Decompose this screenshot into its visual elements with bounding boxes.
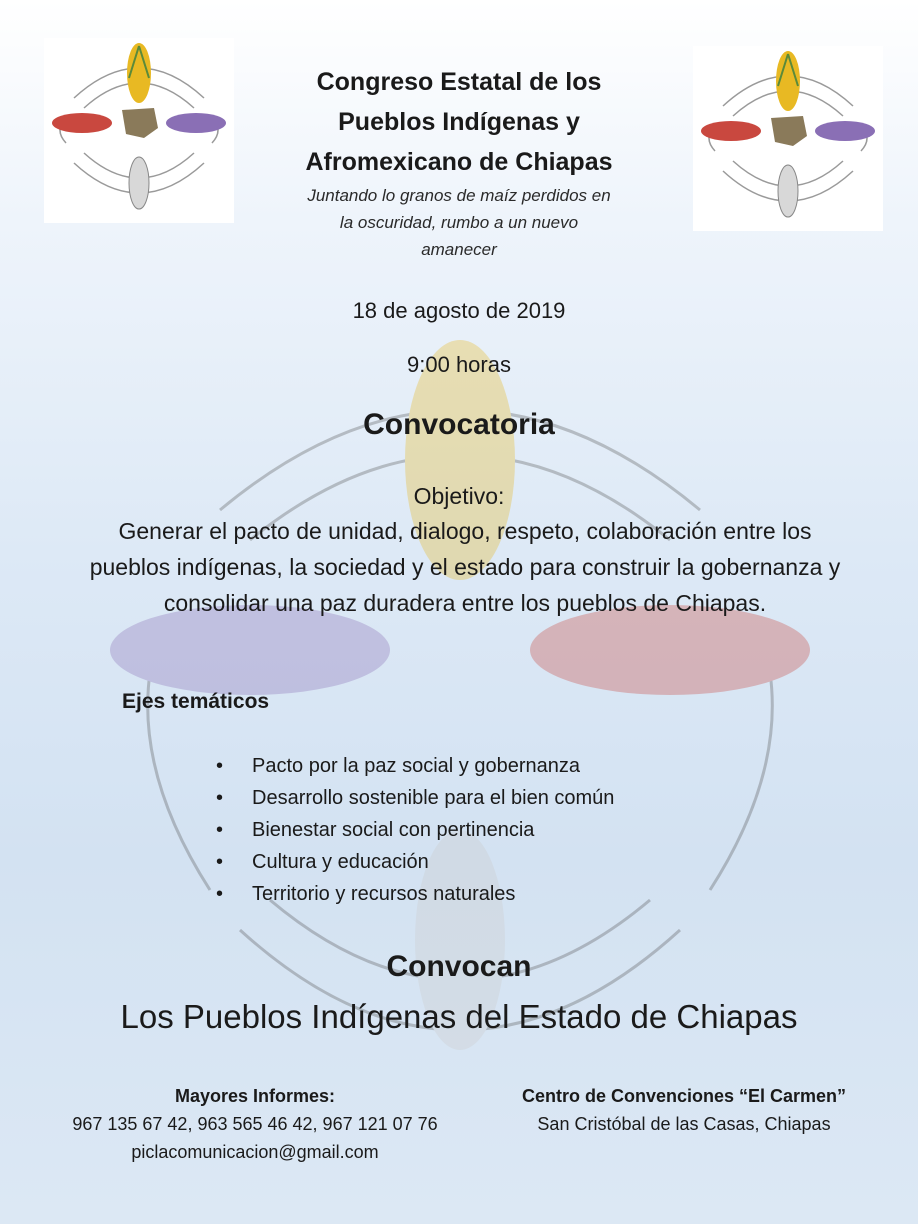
convocan-heading: Convocan (386, 950, 532, 983)
list-item-text: Pacto por la paz social y gobernanza (252, 755, 580, 777)
list-item-text: Territorio y recursos naturales (252, 883, 516, 905)
contact-heading: Mayores Informes: (174, 1086, 336, 1106)
venue-info (496, 1082, 872, 1138)
objetivo-text: Generar el pacto de unidad, dialogo, respeto, colaboración entre los pueblos indígenas, la sociedad y el estado para construir la gobernanza y consolidar una paz duradera entre los pueblos de Chiapas. (89, 518, 841, 616)
event-title (0, 62, 918, 182)
tagline-line: amanecer (421, 240, 497, 259)
title-line: Afromexicano de Chiapas (305, 148, 613, 176)
list-item-text: Cultura y educación (252, 851, 429, 873)
list-item (214, 750, 614, 782)
bullet-icon: • (216, 787, 224, 809)
title-line: Pueblos Indígenas y (338, 108, 580, 136)
venue-name: Centro de Convenciones “El Carmen” (521, 1086, 847, 1106)
contact-phones: 967 135 67 42, 963 565 46 42, 967 121 07 76 (72, 1114, 438, 1134)
list-item (214, 846, 614, 878)
tagline-line: la oscuridad, rumbo a un nuevo (339, 213, 579, 232)
bullet-icon: • (216, 851, 224, 873)
contact-email: piclacomunicacion@gmail.com (131, 1142, 379, 1162)
objetivo-label: Objetivo: (413, 483, 505, 509)
bullet-icon: • (216, 883, 224, 905)
convocatoria-heading: Convocatoria (363, 408, 555, 441)
tagline (0, 182, 918, 263)
tagline-line: Juntando lo granos de maíz perdidos en (307, 186, 611, 205)
contact-info (30, 1082, 480, 1166)
ejes-list (214, 750, 614, 910)
event-date: 18 de agosto de 2019 (352, 298, 566, 323)
list-item-text: Bienestar social con pertinencia (252, 819, 535, 841)
list-item (214, 878, 614, 910)
bullet-icon: • (216, 819, 224, 841)
convocantes-text: Los Pueblos Indígenas del Estado de Chiapas (120, 998, 798, 1035)
title-line: Congreso Estatal de los (316, 68, 602, 96)
ejes-heading: Ejes temáticos (122, 690, 270, 713)
event-time: 9:00 horas (407, 352, 511, 377)
list-item (214, 814, 614, 846)
bullet-icon: • (216, 755, 224, 777)
list-item-text: Desarrollo sostenible para el bien común (252, 787, 615, 809)
venue-city: San Cristóbal de las Casas, Chiapas (537, 1114, 831, 1134)
list-item (214, 782, 614, 814)
